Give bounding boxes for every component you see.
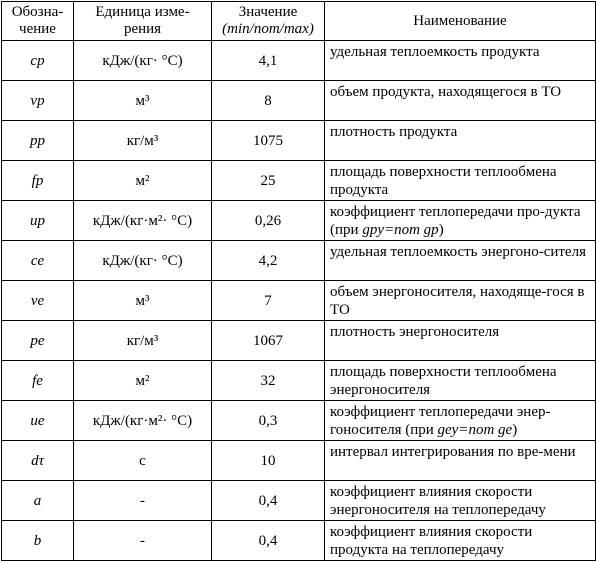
cell-name-condition: gpy=nom gp bbox=[362, 222, 439, 238]
cell-unit: м³ bbox=[74, 281, 212, 321]
cell-name-close: ) bbox=[512, 422, 518, 438]
cell-value: 4,1 bbox=[212, 41, 325, 81]
cell-symbol: up bbox=[2, 201, 74, 241]
cell-unit: м² bbox=[74, 161, 212, 201]
cell-name: объем продукта, находящегося в ТО bbox=[325, 81, 596, 121]
cell-name: удельная теплоемкость энергоно-сителя bbox=[325, 241, 596, 281]
cell-unit: - bbox=[74, 481, 212, 521]
table-header-row bbox=[2, 2, 596, 41]
cell-symbol: pe bbox=[2, 321, 74, 361]
table-body bbox=[2, 41, 596, 561]
table-row bbox=[2, 401, 596, 441]
cell-name: удельная теплоемкость продукта bbox=[325, 41, 596, 81]
cell-symbol: fe bbox=[2, 361, 74, 401]
header-name: Наименование bbox=[325, 2, 596, 41]
cell-unit: кДж/(кг·м²· °С) bbox=[74, 201, 212, 241]
cell-unit: кг/м³ bbox=[74, 321, 212, 361]
table-row bbox=[2, 481, 596, 521]
cell-name-text: коэффициент теплопередачи про-дукта (при bbox=[330, 204, 581, 238]
header-unit: Единица изме-рения bbox=[74, 2, 212, 41]
cell-value: 32 bbox=[212, 361, 325, 401]
cell-value: 0,4 bbox=[212, 481, 325, 521]
table-row bbox=[2, 361, 596, 401]
header-value-range: (min/nom/max) bbox=[222, 21, 314, 37]
table-row bbox=[2, 81, 596, 121]
cell-unit: м³ bbox=[74, 81, 212, 121]
cell-name: площадь поверхности теплообмена продукта bbox=[325, 161, 596, 201]
cell-symbol: ve bbox=[2, 281, 74, 321]
cell-name-condition: gey=nom ge bbox=[437, 422, 513, 438]
cell-unit: кДж/(кг· °С) bbox=[74, 41, 212, 81]
header-symbol: Обозна-чение bbox=[2, 2, 74, 41]
cell-value: 10 bbox=[212, 441, 325, 481]
cell-name: площадь поверхности теплообмена энергоносителя bbox=[325, 361, 596, 401]
cell-unit: кДж/(кг· °С) bbox=[74, 241, 212, 281]
header-value bbox=[212, 2, 325, 41]
cell-value: 1067 bbox=[212, 321, 325, 361]
cell-name: плотность продукта bbox=[325, 121, 596, 161]
table-row bbox=[2, 281, 596, 321]
header-value-label: Значение bbox=[238, 4, 298, 20]
table-row bbox=[2, 41, 596, 81]
cell-unit: с bbox=[74, 441, 212, 481]
cell-name: коэффициент влияния скорости продукта на теплопередачу bbox=[325, 521, 596, 561]
cell-symbol: cp bbox=[2, 41, 74, 81]
cell-symbol: ue bbox=[2, 401, 74, 441]
cell-value: 0,4 bbox=[212, 521, 325, 561]
cell-value: 0,26 bbox=[212, 201, 325, 241]
cell-value: 8 bbox=[212, 81, 325, 121]
cell-unit: - bbox=[74, 521, 212, 561]
cell-symbol: b bbox=[2, 521, 74, 561]
cell-value: 25 bbox=[212, 161, 325, 201]
cell-name: интервал интегрирования по вре-мени bbox=[325, 441, 596, 481]
cell-name-text: коэффициент теплопередачи энер-гоносителя (при bbox=[330, 404, 551, 438]
cell-symbol: pp bbox=[2, 121, 74, 161]
cell-value: 7 bbox=[212, 281, 325, 321]
cell-unit: кДж/(кг·м²· °С) bbox=[74, 401, 212, 441]
cell-symbol: dτ bbox=[2, 441, 74, 481]
cell-unit: м² bbox=[74, 361, 212, 401]
cell-name: объем энергоносителя, находяще-гося в ТО bbox=[325, 281, 596, 321]
cell-name bbox=[325, 201, 596, 241]
cell-symbol: a bbox=[2, 481, 74, 521]
table-row bbox=[2, 121, 596, 161]
cell-symbol: ce bbox=[2, 241, 74, 281]
cell-symbol: fp bbox=[2, 161, 74, 201]
cell-value: 0,3 bbox=[212, 401, 325, 441]
table-row bbox=[2, 241, 596, 281]
cell-value: 4,2 bbox=[212, 241, 325, 281]
cell-name bbox=[325, 401, 596, 441]
cell-value: 1075 bbox=[212, 121, 325, 161]
cell-name: плотность энергоносителя bbox=[325, 321, 596, 361]
cell-symbol: vp bbox=[2, 81, 74, 121]
table-row bbox=[2, 441, 596, 481]
table-row bbox=[2, 161, 596, 201]
table-row bbox=[2, 321, 596, 361]
parameters-table bbox=[1, 1, 596, 561]
table-row bbox=[2, 201, 596, 241]
cell-name: коэффициент влияния скорости энергоносителя на теплопередачу bbox=[325, 481, 596, 521]
table-row bbox=[2, 521, 596, 561]
cell-unit: кг/м³ bbox=[74, 121, 212, 161]
cell-name-close: ) bbox=[438, 222, 444, 238]
